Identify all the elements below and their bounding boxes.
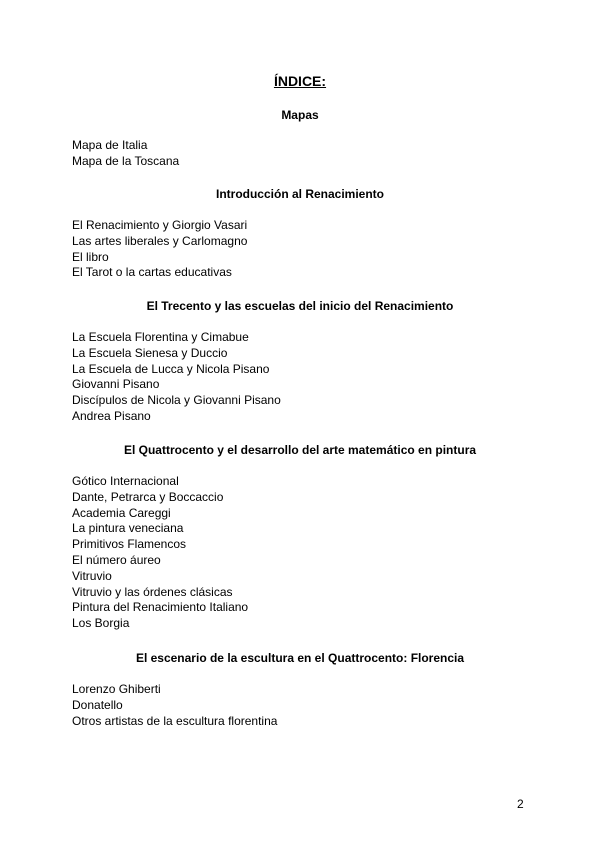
toc-entry: El Tarot o la cartas educativas — [72, 265, 232, 280]
toc-entry: Primitivos Flamencos — [72, 537, 187, 552]
section-heading-quattrocento: El Quattrocento y el desarrollo del arte matemático en pintura — [123, 443, 477, 457]
toc-entry: El libro — [72, 249, 109, 264]
page-title: ÍNDICE: — [273, 73, 327, 89]
section-heading-escultura: El escenario de la escultura en el Quattrocento: Florencia — [135, 651, 465, 665]
toc-entry: Pintura del Renacimiento Italiano — [72, 600, 249, 615]
section-list-introduccion — [72, 218, 247, 281]
toc-entry: El Renacimiento y Giorgio Vasari — [72, 218, 248, 232]
toc-entry: Donatello — [72, 697, 123, 712]
toc-entry: Andrea Pisano — [72, 408, 151, 423]
toc-entry: Vitruvio y las órdenes clásicas — [72, 584, 233, 599]
toc-entry: La pintura veneciana — [72, 521, 184, 536]
section-heading-introduccion: Introducción al Renacimiento — [215, 187, 385, 201]
section-list-quattrocento — [72, 474, 248, 632]
toc-entry: Vitruvio — [72, 568, 112, 583]
toc-entry: La Escuela de Lucca y Nicola Pisano — [72, 361, 270, 376]
toc-entry: Mapa de la Toscana — [72, 153, 180, 168]
section-heading-trecento: El Trecento y las escuelas del inicio del Renacimiento — [146, 299, 454, 313]
toc-entry: Discípulos de Nicola y Giovanni Pisano — [72, 393, 281, 408]
toc-entry: Gótico Internacional — [72, 474, 179, 488]
page-number: 2 — [517, 797, 524, 811]
toc-entry: Academia Careggi — [72, 505, 171, 520]
toc-entry: Giovanni Pisano — [72, 377, 160, 392]
section-heading-mapas: Mapas — [281, 108, 319, 122]
toc-entry: Dante, Petrarca y Boccaccio — [72, 489, 224, 504]
section-list-escultura — [72, 682, 277, 729]
toc-entry: La Escuela Florentina y Cimabue — [72, 330, 249, 344]
section-list-mapas — [72, 138, 179, 170]
toc-entry: El número áureo — [72, 552, 161, 567]
toc-entry: Las artes liberales y Carlomagno — [72, 233, 248, 248]
toc-entry: La Escuela Sienesa y Duccio — [72, 345, 228, 360]
toc-entry: Mapa de Italia — [72, 138, 148, 152]
toc-entry: Otros artistas de la escultura florentina — [72, 713, 278, 728]
toc-entry: Los Borgia — [72, 616, 130, 631]
section-list-trecento — [72, 330, 281, 425]
toc-entry: Lorenzo Ghiberti — [72, 682, 161, 696]
